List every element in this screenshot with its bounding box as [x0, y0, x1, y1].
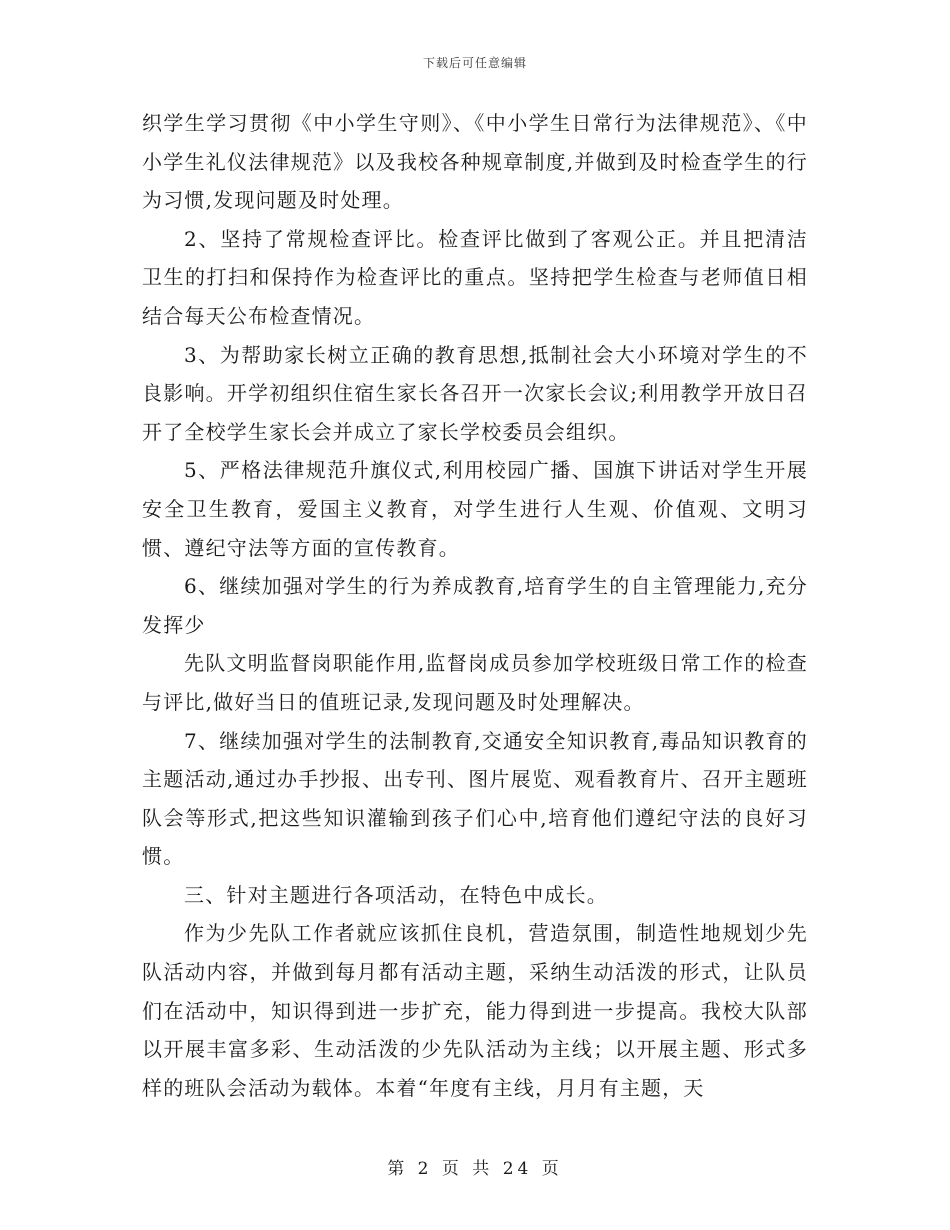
paragraph-item-2: 2、坚持了常规检查评比。检查评比做到了客观公正。并且把清洁卫生的打扫和保持作为检查评比的重点。坚持把学生检查与老师值日相结合每天公布检查情况。 [142, 226, 808, 328]
paragraph-item-3: 3、为帮助家长树立正确的教育思想,抵制社会大小环境对学生的不良影响。开学初组织住宿生家长各召开一次家长会议;利用教学开放日召开了全校学生家长会并成立了家长学校委员会组织。 [142, 342, 808, 444]
section-heading-3: 三、针对主题进行各项活动，在特色中成长。 [184, 882, 608, 907]
paragraph-item-7: 7、继续加强对学生的法制教育,交通安全知识教育,毒品知识教育的主题活动,通过办手抄报、出专刊、图片展览、观看教育片、召开主题班队会等形式,把这些知识灌输到孩子们心中,培育他们遵纪守法的良好习惯。 [142, 728, 808, 869]
paragraph-item-6: 6、继续加强对学生的行为养成教育,培育学生的自主管理能力,充分发挥少 [142, 574, 808, 637]
paragraph-continuation: 织学生学习贯彻《中小学生守则》、《中小学生日常行为法律规范》、《中小学生礼仪法律规范》以及我校各种规章制度,并做到及时检查学生的行为习惯,发现问题及时处理。 [142, 111, 808, 213]
header-note: 下载后可任意编辑 [422, 56, 527, 70]
paragraph-section-3-intro: 作为少先队工作者就应该抓住良机，营造氛围，制造性地规划少先队活动内容，并做到每月都有活动主题，采纳生动活泼的形式，让队员们在活动中，知识得到进一步扩充，能力得到进一步提高。我校大队部以开展丰富多彩、生动活泼的少先队活动为主线；以开展主题、形式多样的班队会活动为载体。本着“年度有主线，月月有主题，天 [142, 921, 808, 1100]
paragraph-item-6-continued: 先队文明监督岗职能作用,监督岗成员参加学校班级日常工作的检查与评比,做好当日的值班记录,发现问题及时处理解决。 [142, 651, 808, 714]
page-number-footer: 第 2 页 共 24 页 [387, 1159, 563, 1179]
paragraph-item-5: 5、严格法律规范升旗仪式,利用校园广播、国旗下讲话对学生开展安全卫生教育，爱国主义教育，对学生进行人生观、价值观、文明习惯、遵纪守法等方面的宣传教育。 [142, 458, 808, 560]
document-body [142, 104, 808, 1107]
